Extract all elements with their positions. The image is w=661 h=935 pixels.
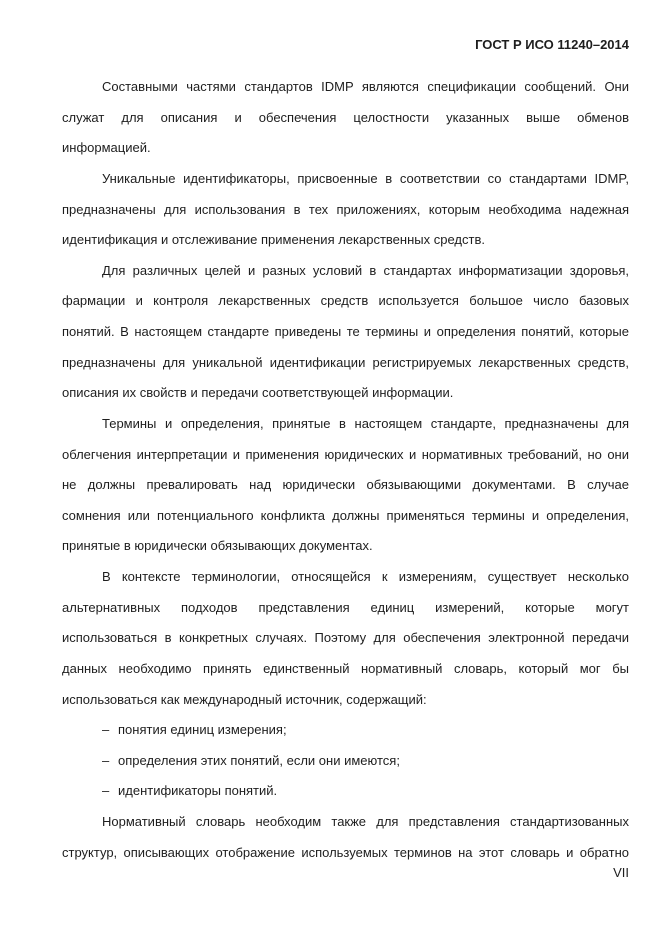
text-line: Термины и определения, принятые в настоящем стандарте, предназначены для: [102, 415, 629, 431]
text-line: использоваться как международный источник, содержащий:: [62, 691, 427, 707]
page-number: VII: [613, 865, 629, 880]
paragraph: [62, 562, 629, 715]
text-line: предназначены для использования в тех приложениях, которым необходима надежная: [62, 201, 629, 217]
text-line: идентификация и отслеживание применения лекарственных средств.: [62, 232, 485, 248]
document-body: [62, 72, 629, 868]
text-line: Для различных целей и разных условий в стандартах информатизации здоровья,: [102, 262, 629, 278]
paragraph: [62, 807, 629, 868]
text-line: принятые в юридически обязывающих документах.: [62, 538, 373, 554]
paragraph: [62, 164, 629, 256]
text-line: данных необходимо принять единственный нормативный словарь, который мог бы: [62, 660, 629, 676]
list-bullet: –: [102, 752, 110, 768]
text-line: В контексте терминологии, относящейся к измерениям, существует несколько: [102, 569, 629, 584]
text-line: использоваться в конкретных случаях. Поэтому для обеспечения электронной передачи: [62, 630, 629, 646]
list-item-text: определения этих понятий, если они имеются;: [118, 752, 400, 768]
paragraph: [62, 409, 629, 562]
text-line: предназначены для уникальной идентификации регистрируемых лекарственных средств,: [62, 354, 629, 370]
text-line: Уникальные идентификаторы, присвоенные в соответствии со стандартами IDMP,: [102, 170, 629, 186]
text-line: альтернативных подходов представления единиц измерений, которые могут: [62, 599, 629, 615]
text-line: фармации и контроля лекарственных средств используется большое число базовых: [62, 293, 629, 309]
text-line: облегчения интерпретации и применения юридических и нормативных требований, но они: [62, 446, 629, 462]
text-line: Составными частями стандартов IDMP являются спецификации сообщений. Они: [102, 79, 629, 94]
text-line: информацией.: [62, 140, 151, 156]
list-bullet: –: [102, 783, 110, 799]
text-line: не должны превалировать над юридически обязывающими документами. В случае: [62, 477, 629, 493]
list-item-text: понятия единиц измерения;: [118, 722, 287, 738]
document-header-title: ГОСТ Р ИСО 11240–2014: [475, 37, 629, 52]
list-item: [62, 715, 629, 746]
list-item-text: идентификаторы понятий.: [118, 783, 278, 799]
text-line: структур, описывающих отображение используемых терминов на этот словарь и обратно: [62, 844, 629, 860]
list-bullet: –: [102, 722, 110, 738]
list-item: [62, 746, 629, 777]
text-line: Нормативный словарь необходим также для представления стандартизованных: [102, 814, 629, 829]
paragraph: [62, 256, 629, 409]
list-item: [62, 776, 629, 807]
text-line: служат для описания и обеспечения целостности указанных выше обменов: [62, 109, 629, 125]
bullet-list: [62, 715, 629, 807]
paragraph: [62, 72, 629, 164]
text-line: сомнения или потенциального конфликта должны применяться термины и определения,: [62, 507, 629, 523]
text-line: понятий. В настоящем стандарте приведены те термины и определения понятий, которые: [62, 324, 629, 339]
text-line: описания их свойств и передачи соответствующей информации.: [62, 385, 454, 401]
